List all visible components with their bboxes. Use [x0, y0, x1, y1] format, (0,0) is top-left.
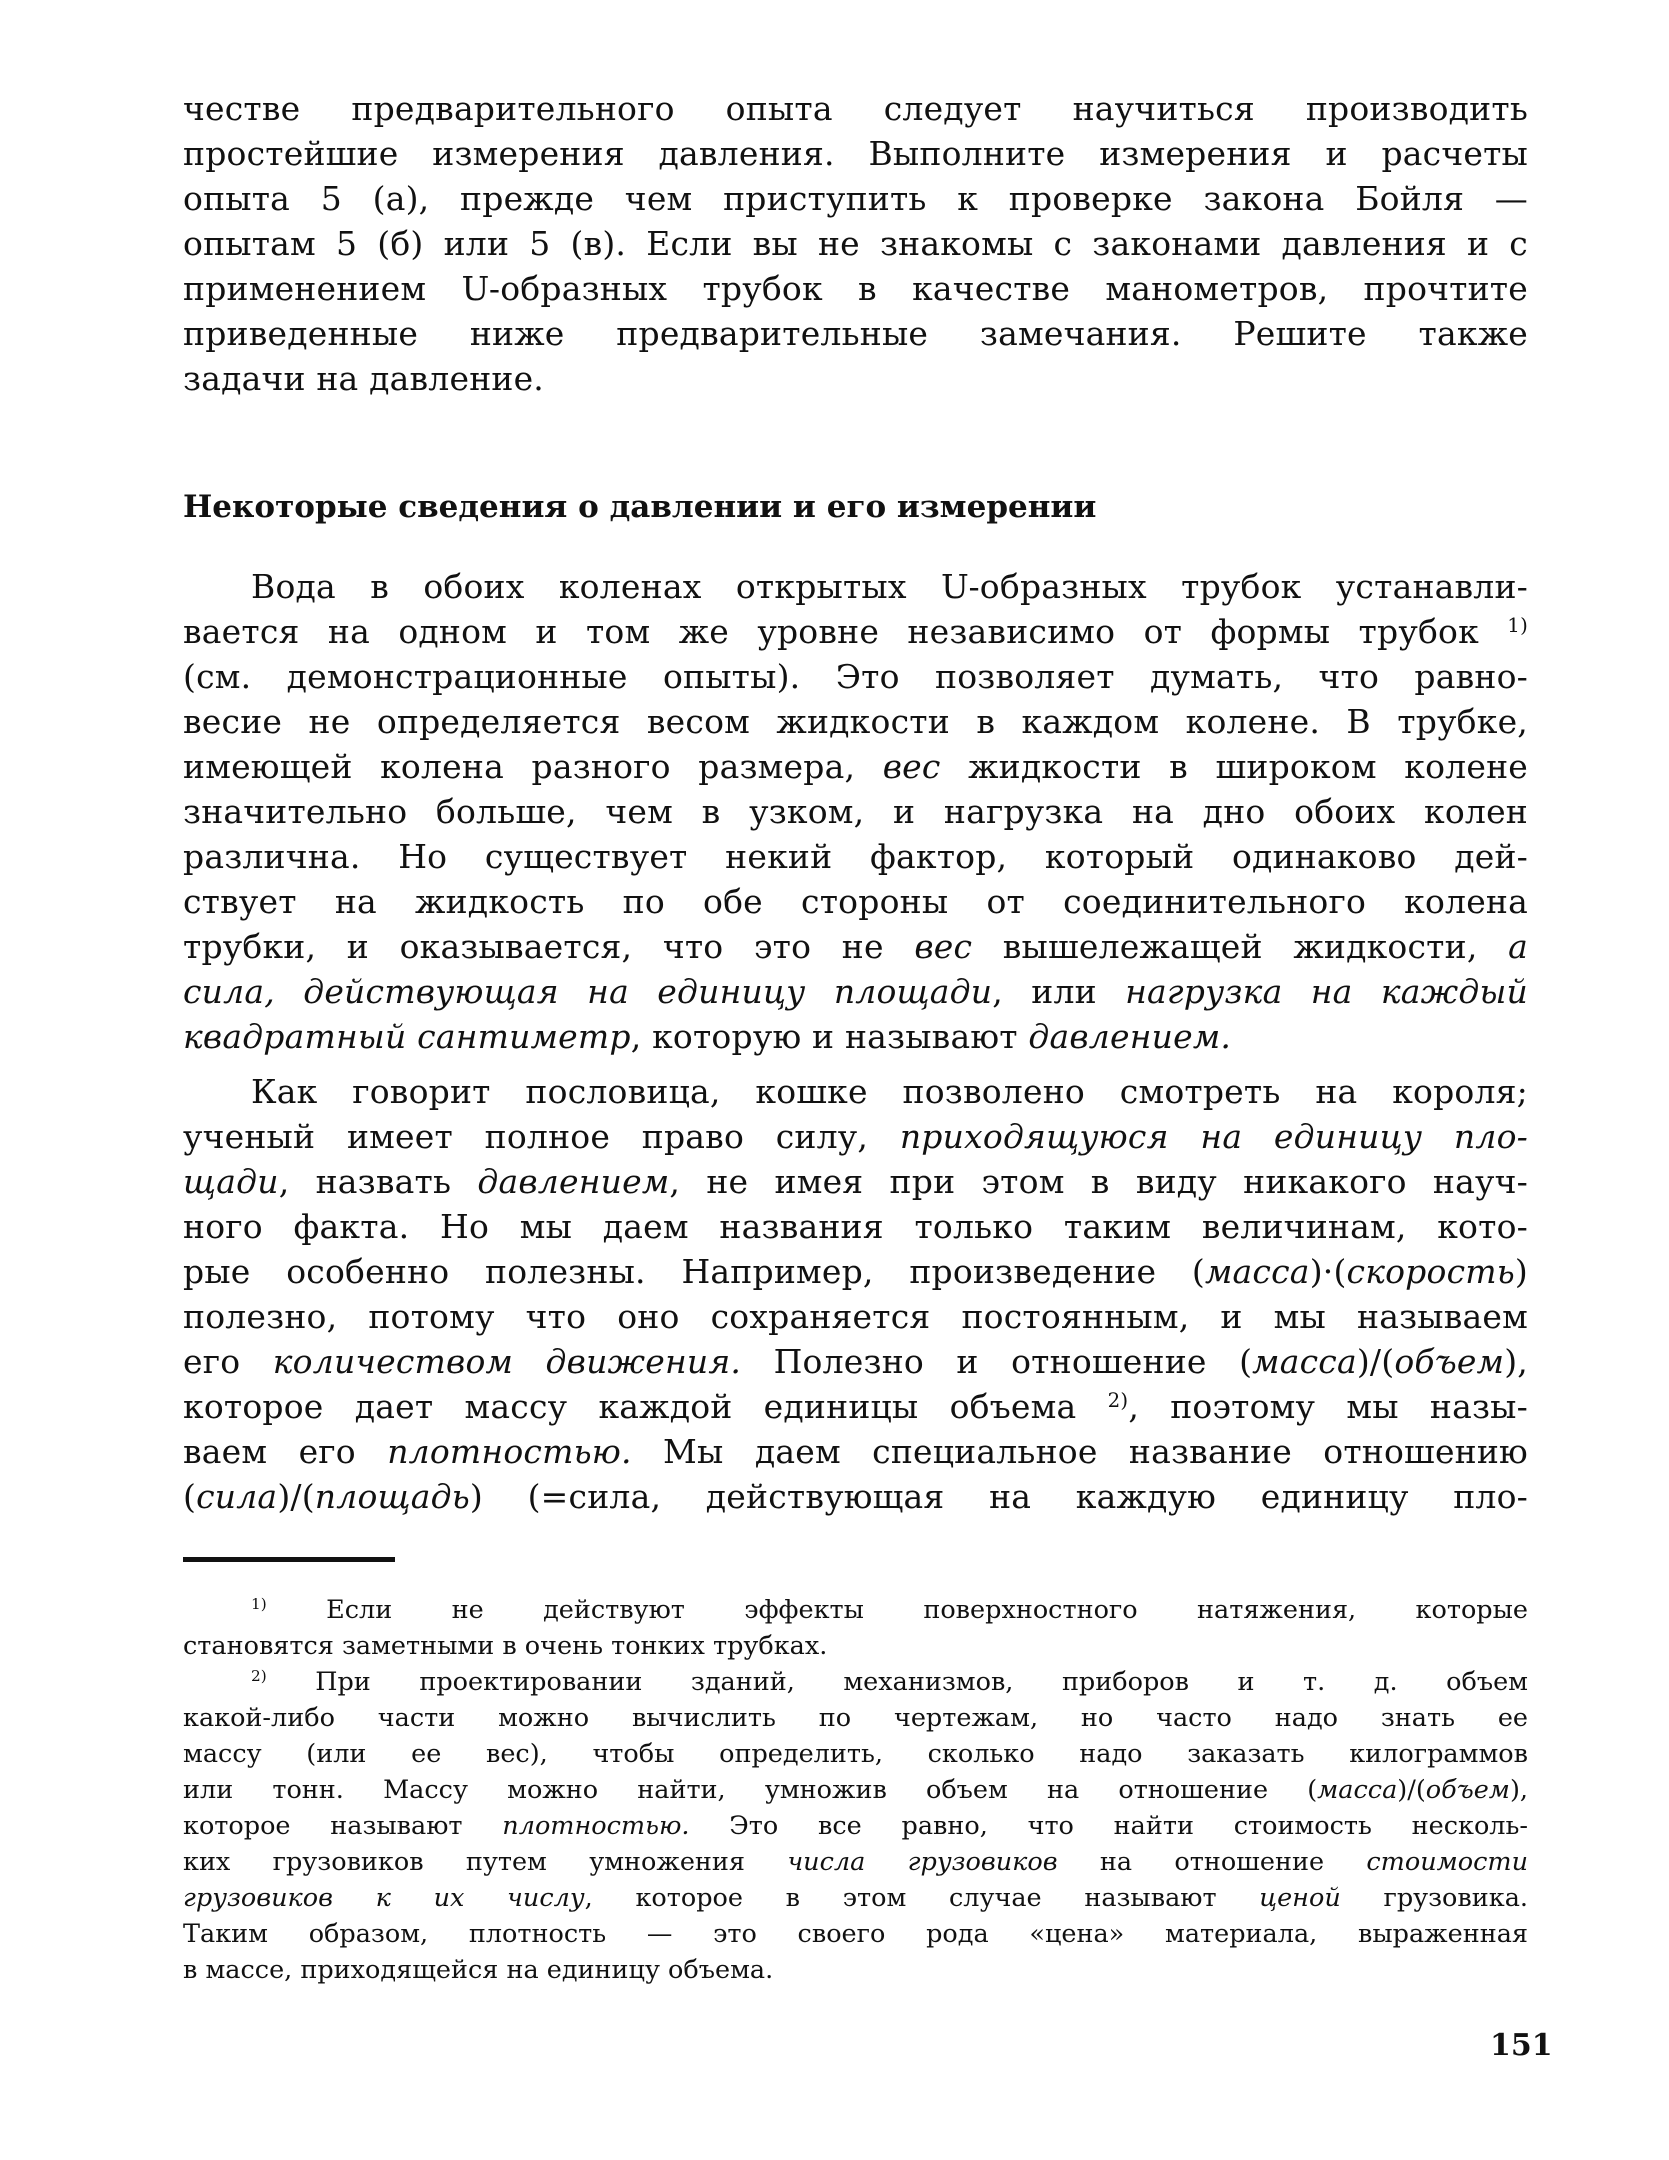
footnote-2-line: какой-либо части можно вычислить по чертежам, но часто надо знать ее — [183, 1703, 1528, 1733]
text-span: Полезно и отношение ( — [741, 1342, 1253, 1381]
text-line — [183, 1249, 1528, 1294]
italic-span: масса — [1205, 1252, 1310, 1291]
footnote-2-line: в массе, приходящейся на единицу объема. — [183, 1955, 774, 1985]
text-span: ( — [183, 1477, 197, 1516]
text-line: опыта 5 (а), прежде чем приступить к проверке закона Бойля — — [183, 179, 1528, 218]
footnote-2-line — [183, 1880, 1528, 1916]
text-line: весие не определяется весом жидкости в каждом колене. В трубке, — [183, 702, 1528, 741]
text-line — [183, 1159, 1528, 1204]
text-line: различна. Но существует некий фактор, который одинаково дей- — [183, 837, 1528, 876]
text-span: , которую и называют — [630, 1017, 1029, 1056]
italic-span: а — [1508, 927, 1528, 966]
text-span: вышележащей жидкости, — [972, 927, 1509, 966]
text-line — [183, 609, 1528, 654]
italic-span: плотностью. — [502, 1811, 690, 1841]
italic-span: нагрузка на каждый — [1125, 972, 1529, 1011]
italic-span: количеством движения. — [272, 1342, 742, 1381]
text-span: Если не действуют эффекты поверхностного натяжения, которые — [326, 1595, 1529, 1625]
text-line — [183, 1429, 1528, 1474]
text-span: или тонн. Массу можно найти, умножив объем на отношение ( — [183, 1775, 1318, 1805]
text-line — [183, 1474, 1528, 1519]
italic-span: квадратный сантиметр — [183, 1017, 631, 1056]
italic-span: объем — [1425, 1775, 1510, 1805]
text-span: , не имея при этом в виду никакого науч- — [669, 1162, 1528, 1201]
italic-span: объем — [1394, 1342, 1505, 1381]
footnote-ref-2: 2) — [1107, 1389, 1129, 1412]
italic-span: площадь — [314, 1477, 470, 1516]
text-line: задачи на давление. — [183, 359, 544, 398]
text-span: имеющей колена разного размера, — [183, 747, 883, 786]
italic-span: вес — [882, 747, 941, 786]
text-span: ваем его — [183, 1432, 388, 1471]
text-span: жидкости в широком колене — [940, 747, 1528, 786]
italic-span: приходящуюся на единицу пло- — [899, 1117, 1528, 1156]
text-span: )·( — [1309, 1252, 1347, 1291]
text-span: , назвать — [278, 1162, 478, 1201]
text-span: на отношение — [1057, 1847, 1367, 1877]
footnote-1-line — [183, 1592, 1528, 1628]
text-span: ) — [1514, 1252, 1528, 1291]
italic-span: грузовиков к их числу — [183, 1883, 585, 1913]
text-span: ), — [1504, 1342, 1528, 1381]
text-line — [183, 924, 1528, 969]
text-span: рые особенно полезны. Например, произведение ( — [183, 1252, 1205, 1291]
text-span: Это все равно, что найти стоимость несколь- — [689, 1811, 1528, 1841]
text-span: , поэтому мы назы- — [1128, 1387, 1528, 1426]
text-span: , которое в этом случае называют — [584, 1883, 1260, 1913]
paragraph-2 — [183, 1069, 1528, 1519]
italic-span: ценой — [1259, 1883, 1341, 1913]
paragraph-1 — [183, 564, 1528, 1059]
text-span: вается на одном и том же уровне независимо от формы трубок — [183, 612, 1479, 651]
text-span: ) (=сила, действующая на каждую единицу пло- — [469, 1477, 1528, 1516]
text-span: ученый имеет полное право силу, — [183, 1117, 900, 1156]
italic-span: сила — [196, 1477, 278, 1516]
page-number: 151 — [1490, 2028, 1553, 2063]
text-line: Вода в обоих коленах открытых U-образных трубок устанавли- — [251, 567, 1528, 606]
text-span: Мы даем специальное название отношению — [631, 1432, 1528, 1471]
text-line: (см. демонстрационные опыты). Это позволяет думать, что равно- — [183, 657, 1528, 696]
text-span: ), — [1509, 1775, 1528, 1805]
text-span: , или — [992, 972, 1126, 1011]
text-span: его — [183, 1342, 273, 1381]
text-line: ствует на жидкость по обе стороны от соединительного колена — [183, 882, 1528, 921]
text-span: )/( — [1356, 1342, 1395, 1381]
footnote-2-line — [183, 1772, 1528, 1808]
text-line: применением U-образных трубок в качестве манометров, прочтите — [183, 269, 1528, 308]
text-span: )/( — [277, 1477, 315, 1516]
footnote-marker-1: 1) — [251, 1595, 267, 1613]
text-line — [183, 969, 1528, 1014]
intro-paragraph — [183, 86, 1528, 401]
footnote-2-line: Таким образом, плотность — это своего рода «цена» материала, выраженная — [183, 1919, 1528, 1949]
text-span: При проектировании зданий, механизмов, приборов и т. д. объем — [315, 1667, 1529, 1697]
text-line: опытам 5 (б) или 5 (в). Если вы не знакомы с законами давления и с — [183, 224, 1528, 263]
italic-span: давлением. — [1028, 1017, 1232, 1056]
italic-span: плотностью. — [387, 1432, 632, 1471]
text-span: которое называют — [183, 1811, 503, 1841]
text-line — [183, 1014, 1528, 1059]
italic-span: щади — [183, 1162, 279, 1201]
text-span: ких грузовиков путем умножения — [183, 1847, 788, 1877]
text-line: приведенные ниже предварительные замечания. Решите также — [183, 314, 1528, 353]
section-heading: Некоторые сведения о давлении и его измерении — [183, 489, 1097, 525]
italic-span: масса — [1317, 1775, 1398, 1805]
text-line: честве предварительного опыта следует научиться производить — [183, 89, 1528, 128]
text-line: простейшие измерения давления. Выполните измерения и расчеты — [183, 134, 1528, 173]
footnote-2-line — [183, 1664, 1528, 1700]
text-span: трубки, и оказывается, что это не — [183, 927, 915, 966]
text-line — [183, 1384, 1528, 1429]
italic-span: давлением — [477, 1162, 670, 1201]
footnote-1-line: становятся заметными в очень тонких трубках. — [183, 1631, 828, 1661]
footnote-2-line — [183, 1844, 1528, 1880]
footnote-ref-1: 1) — [1507, 614, 1528, 637]
text-span: которое дает массу каждой единицы объема — [183, 1387, 1077, 1426]
italic-span: вес — [914, 927, 973, 966]
footnote-separator — [183, 1557, 395, 1562]
footnote-2-line — [183, 1808, 1528, 1844]
text-line — [183, 744, 1528, 789]
italic-span: сила, действующая на единицу площади — [183, 972, 993, 1011]
italic-span: масса — [1252, 1342, 1357, 1381]
italic-span: стоимости — [1366, 1847, 1528, 1877]
text-line — [183, 1339, 1528, 1384]
italic-span: числа грузовиков — [787, 1847, 1058, 1877]
text-line: Как говорит пословица, кошке позволено смотреть на короля; — [251, 1072, 1528, 1111]
text-line: ного факта. Но мы даем названия только таким величинам, кото- — [183, 1207, 1528, 1246]
footnote-2-line: массу (или ее вес), чтобы определить, сколько надо заказать килограммов — [183, 1739, 1528, 1769]
text-line: значительно больше, чем в узком, и нагрузка на дно обоих колен — [183, 792, 1528, 831]
footnotes — [183, 1592, 1528, 1988]
text-line — [183, 1114, 1528, 1159]
footnote-marker-2: 2) — [251, 1667, 267, 1685]
text-line: полезно, потому что оно сохраняется постоянным, и мы называем — [183, 1297, 1528, 1336]
text-span: )/( — [1397, 1775, 1426, 1805]
text-span: грузовика. — [1340, 1883, 1529, 1913]
italic-span: скорость — [1346, 1252, 1515, 1291]
